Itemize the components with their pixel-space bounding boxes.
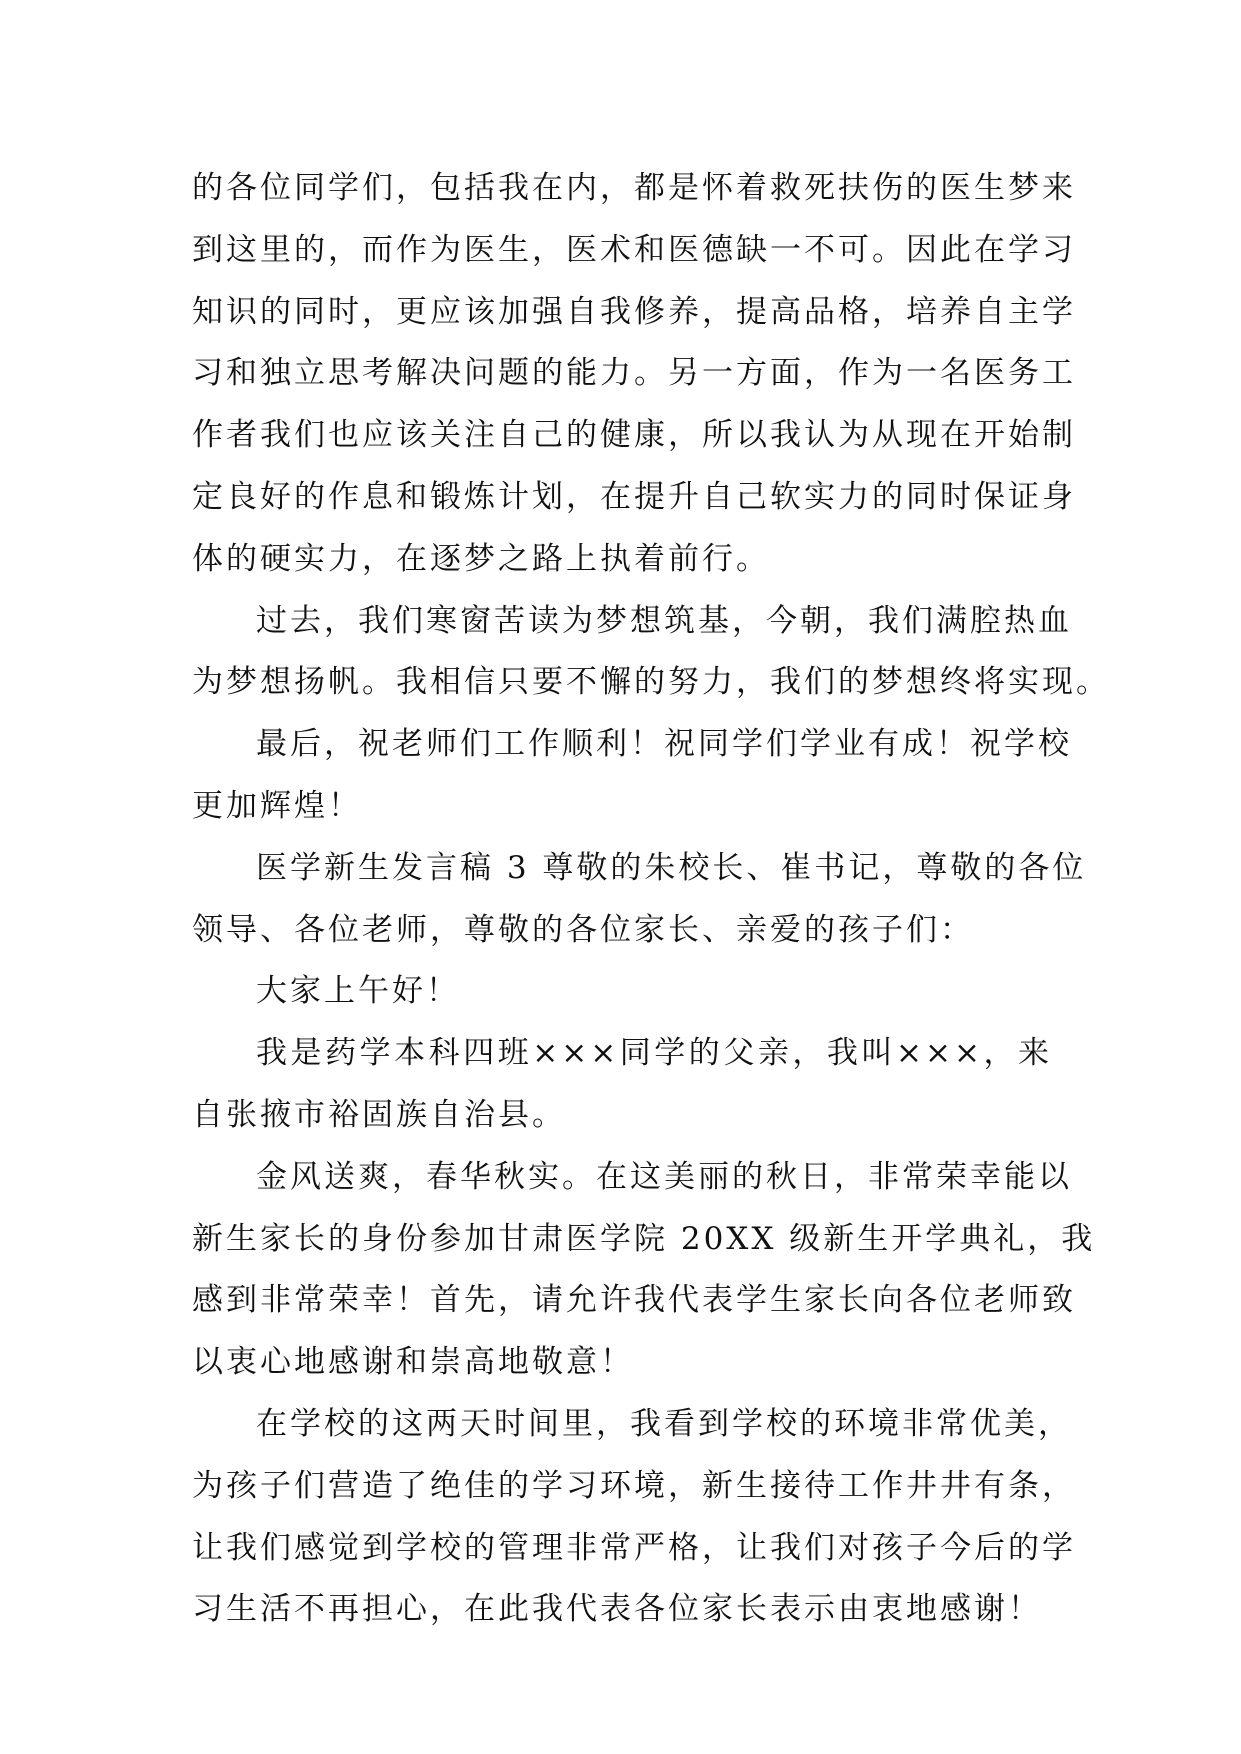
paragraph-1: [192, 158, 1076, 591]
paragraph-6: [192, 1023, 1052, 1147]
text-line: 大家上午好！: [256, 973, 460, 1010]
paragraph-5: [192, 961, 1052, 1023]
text-line: 定良好的作息和锻炼计划，在提升自己软实力的同时保证身: [192, 478, 1076, 515]
paragraph-3: [192, 714, 1072, 838]
paragraph-2: [192, 591, 1110, 715]
text-line: 感到非常荣幸！首先，请允许我代表学生家长向各位老师致: [192, 1282, 1076, 1319]
text-line: 在学校的这两天时间里，我看到学校的环境非常优美，: [256, 1405, 1072, 1442]
text-line: 以衷心地感谢和崇高地敬意！: [192, 1344, 634, 1381]
text-line: 最后，祝老师们工作顺利！祝同学们学业有成！祝学校: [256, 726, 1072, 763]
text-line: 更加辉煌！: [192, 787, 362, 824]
text-line: 领导、各位老师，尊敬的各位家长、亲爱的孩子们：: [192, 911, 974, 948]
text-line: 的各位同学们，包括我在内，都是怀着救死扶伤的医生梦来: [192, 170, 1076, 206]
text-line: 体的硬实力，在逐梦之路上执着前行。: [192, 540, 770, 577]
text-line: 为孩子们营造了绝佳的学习环境，新生接待工作井井有条，: [192, 1467, 1076, 1504]
paragraph-8: [192, 1394, 1076, 1641]
text-line: 过去，我们寒窗苦读为梦想筑基，今朝，我们满腔热血: [256, 602, 1072, 639]
text-line: 为梦想扬帆。我相信只要不懈的努力，我们的梦想终将实现。: [192, 664, 1110, 701]
text-line: 作者我们也应该关注自己的健康，所以我认为从现在开始制: [192, 417, 1076, 454]
text-line: 我是药学本科四班×××同学的父亲，我叫×××，来: [256, 1035, 1052, 1072]
text-line: 医学新生发言稿 3 尊敬的朱校长、崔书记，尊敬的各位: [256, 849, 1087, 886]
text-line: 知识的同时，更应该加强自我修养，提高品格，培养自主学: [192, 293, 1076, 330]
text-line: 到这里的，而作为医生，医术和医德缺一不可。因此在学习: [192, 231, 1076, 268]
text-line: 新生家长的身份参加甘肃医学院 20XX 级新生开学典礼，我: [192, 1220, 1096, 1257]
paragraph-7: [192, 1147, 1096, 1394]
text-line: 让我们感觉到学校的管理非常严格，让我们对孩子今后的学: [192, 1529, 1076, 1566]
text-line: 金风送爽，春华秋实。在这美丽的秋日，非常荣幸能以: [256, 1158, 1072, 1195]
text-line: 习和独立思考解决问题的能力。另一方面，作为一名医务工: [192, 355, 1076, 392]
text-line: 习生活不再担心，在此我代表各位家长表示由衷地感谢！: [192, 1591, 1042, 1628]
text-line: 自张掖市裕固族自治县。: [192, 1096, 566, 1133]
paragraph-4: [192, 838, 1087, 962]
document-body: [192, 158, 1110, 1641]
